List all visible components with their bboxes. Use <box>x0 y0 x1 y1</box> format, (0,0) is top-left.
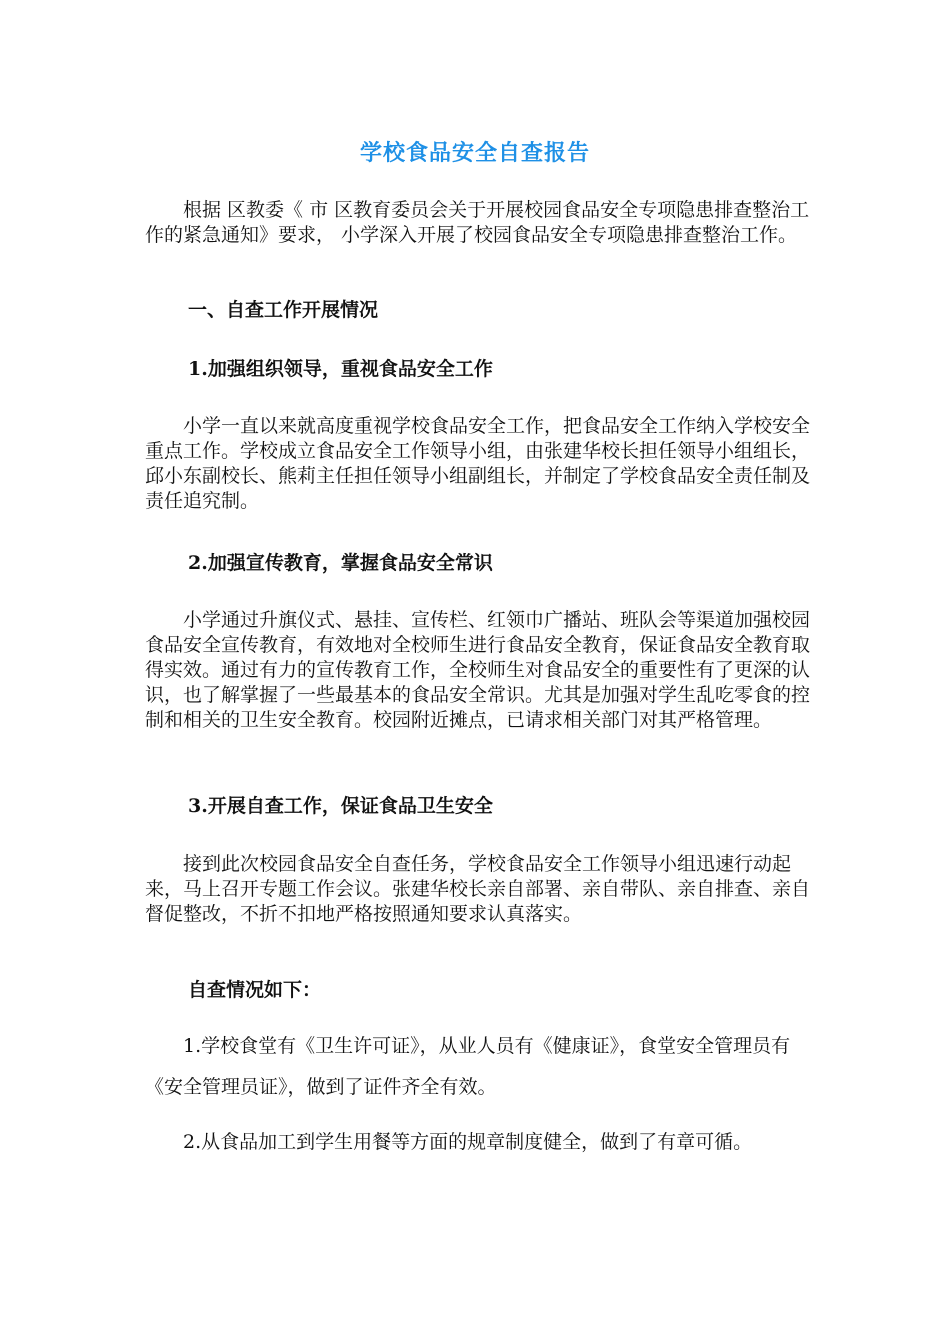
intro-paragraph: 根据 区教委《 市 区教育委员会关于开展校园食品安全专项隐患排查整治工作的紧急通知》要求， 小学深入开展了校园食品安全专项隐患排查整治工作。 <box>145 199 810 246</box>
document-title: 学校食品安全自查报告 <box>359 140 590 166</box>
paragraph-education: 小学通过升旗仪式、悬挂、宣传栏、红领巾广播站、班队会等渠道加强校园食品安全宣传教育，有效地对全校师生进行食品安全教育，保证食品安全教育取得实效。通过有力的宣传教育工作，全校师生对食品安全的重要性有了更深的认识，也了解掌握了一些最基本的食品安全常识。尤其是加强对学生乱吃零食的控制和相关的卫生安全教育。校园附近摊点，已请求相关部门对其严格管理。 <box>145 609 811 731</box>
subheading-inspection: 3.开展自查工作，保证食品卫生安全 <box>188 795 493 817</box>
subheading-organization: 1.加强组织领导，重视食品安全工作 <box>188 358 493 380</box>
subheading-education: 2.加强宣传教育，掌握食品安全常识 <box>188 552 493 574</box>
finding-item-2: 2.从食品加工到学生用餐等方面的规章制度健全，做到了有章可循。 <box>183 1131 753 1153</box>
paragraph-inspection: 接到此次校园食品安全自查任务，学校食品安全工作领导小组迅速行动起来，马上召开专题工作会议。张建华校长亲自部署、亲自带队、亲自排查、亲自督促整改，不折不扣地严格按照通知要求认真落实。 <box>145 853 811 925</box>
finding-item-1: 1.学校食堂有《卫生许可证》，从业人员有《健康证》，食堂安全管理员有《安全管理员证》，做到了证件齐全有效。 <box>145 1035 791 1098</box>
section-heading-self-inspection: 一、自查工作开展情况 <box>188 299 379 321</box>
subheading-findings: 自查情况如下： <box>188 979 322 1001</box>
paragraph-organization: 小学一直以来就高度重视学校食品安全工作，把食品安全工作纳入学校安全重点工作。学校成立食品安全工作领导小组，由张建华校长担任领导小组组长，邱小东副校长、熊莉主任担任领导小组副组长，并制定了学校食品安全责任制及责任追究制。 <box>145 415 811 512</box>
